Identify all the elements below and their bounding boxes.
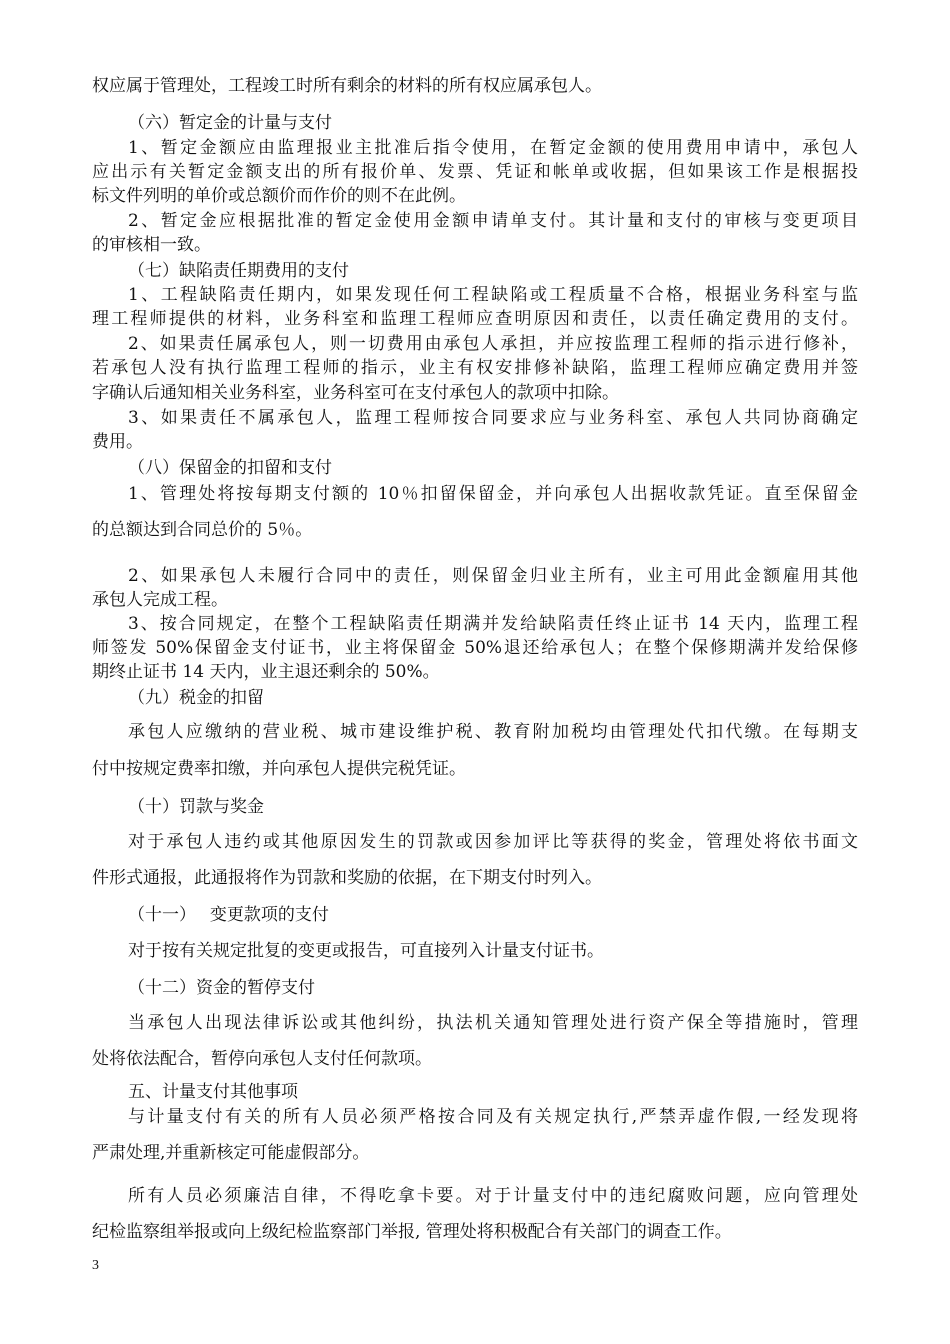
section-heading: （六）暂定金的计量与支付 xyxy=(128,113,332,133)
paragraph-line: 纪检监察组举报或向上级纪检监察部门举报, 管理处将积极配合有关部门的调查工作。 xyxy=(92,1222,732,1242)
paragraph-line: 2、暂定金应根据批准的暂定金使用金额申请单支付。其计量和支付的审核与变更项目 xyxy=(128,211,858,231)
paragraph-line: 与计量支付有关的所有人员必须严格按合同及有关规定执行,严禁弄虚作假,一经发现将 xyxy=(128,1107,858,1127)
paragraph-line: 师签发 50%保留金支付证书，业主将保留金 50%退还给承包人；在整个保修期满并发给保修 xyxy=(92,638,858,658)
paragraph-line: 所有人员必须廉洁自律，不得吃拿卡要。对于计量支付中的违纪腐败问题，应向管理处 xyxy=(128,1186,858,1206)
paragraph-line: 3、按合同规定，在整个工程缺陷责任期满并发给缺陷责任终止证书 14 天内，监理工程 xyxy=(128,614,858,634)
section-heading: （八）保留金的扣留和支付 xyxy=(128,458,332,478)
paragraph-line: 对于承包人违约或其他原因发生的罚款或因参加评比等获得的奖金，管理处将依书面文 xyxy=(128,832,858,852)
paragraph-line: 付中按规定费率扣缴，并向承包人提供完税凭证。 xyxy=(92,759,466,779)
paragraph-line: 1、管理处将按每期支付额的 10％扣留保留金，并向承包人出据收款凭证。直至保留金 xyxy=(128,484,858,504)
section-heading: （十二）资金的暂停支付 xyxy=(128,978,315,998)
paragraph-line: 理工程师提供的材料，业务科室和监理工程师应查明原因和责任，以责任确定费用的支付。 xyxy=(92,309,858,329)
paragraph-line: 对于按有关规定批复的变更或报告，可直接列入计量支付证书。 xyxy=(128,941,604,961)
paragraph-line: 费用。 xyxy=(92,432,143,452)
paragraph-line: 权应属于管理处，工程竣工时所有剩余的材料的所有权应属承包人。 xyxy=(92,76,602,96)
paragraph-line: 2、如果承包人未履行合同中的责任，则保留金归业主所有，业主可用此金额雇用其他 xyxy=(128,566,858,586)
paragraph-line: 件形式通报，此通报将作为罚款和奖励的依据，在下期支付时列入。 xyxy=(92,868,602,888)
paragraph-line: 若承包人没有执行监理工程师的指示，业主有权安排修补缺陷，监理工程师应确定费用并签 xyxy=(92,358,858,378)
paragraph-line: 字确认后通知相关业务科室，业务科室可在支付承包人的款项中扣除。 xyxy=(92,383,619,403)
paragraph-line: 3、如果责任不属承包人，监理工程师按合同要求应与业务科室、承包人共同协商确定 xyxy=(128,408,858,428)
paragraph-line: 1、暂定金额应由监理报业主批准后指令使用，在暂定金额的使用费用申请中，承包人 xyxy=(128,138,858,158)
page-number: 3 xyxy=(92,1258,99,1273)
paragraph-line: 承包人完成工程。 xyxy=(92,590,228,610)
paragraph-line: 1、工程缺陷责任期内，如果发现任何工程缺陷或工程质量不合格，根据业务科室与监 xyxy=(128,285,858,305)
section-heading: 五、计量支付其他事项 xyxy=(128,1082,298,1102)
section-heading: （十一） 变更款项的支付 xyxy=(128,905,329,925)
paragraph-line: 的总额达到合同总价的 5％。 xyxy=(92,520,313,540)
section-heading: （七）缺陷责任期费用的支付 xyxy=(128,261,349,281)
section-heading: （九）税金的扣留 xyxy=(128,688,264,708)
paragraph-line: 严肃处理,并重新核定可能虚假部分。 xyxy=(92,1143,370,1163)
paragraph-line: 当承包人出现法律诉讼或其他纠纷，执法机关通知管理处进行资产保全等措施时，管理 xyxy=(128,1013,858,1033)
paragraph-line: 2、如果责任属承包人，则一切费用由承包人承担，并应按监理工程师的指示进行修补， xyxy=(128,334,858,354)
paragraph-line: 的审核相一致。 xyxy=(92,235,211,255)
paragraph-line: 应出示有关暂定金额支出的所有报价单、发票、凭证和帐单或收据，但如果该工作是根据投 xyxy=(92,162,858,182)
paragraph-line: 处将依法配合，暂停向承包人支付任何款项。 xyxy=(92,1049,432,1069)
paragraph-line: 期终止证书 14 天内，业主退还剩余的 50%。 xyxy=(92,662,440,682)
paragraph-line: 标文件列明的单价或总额价而作价的则不在此例。 xyxy=(92,186,466,206)
section-heading: （十）罚款与奖金 xyxy=(128,797,264,817)
paragraph-line: 承包人应缴纳的营业税、城市建设维护税、教育附加税均由管理处代扣代缴。在每期支 xyxy=(128,722,858,742)
